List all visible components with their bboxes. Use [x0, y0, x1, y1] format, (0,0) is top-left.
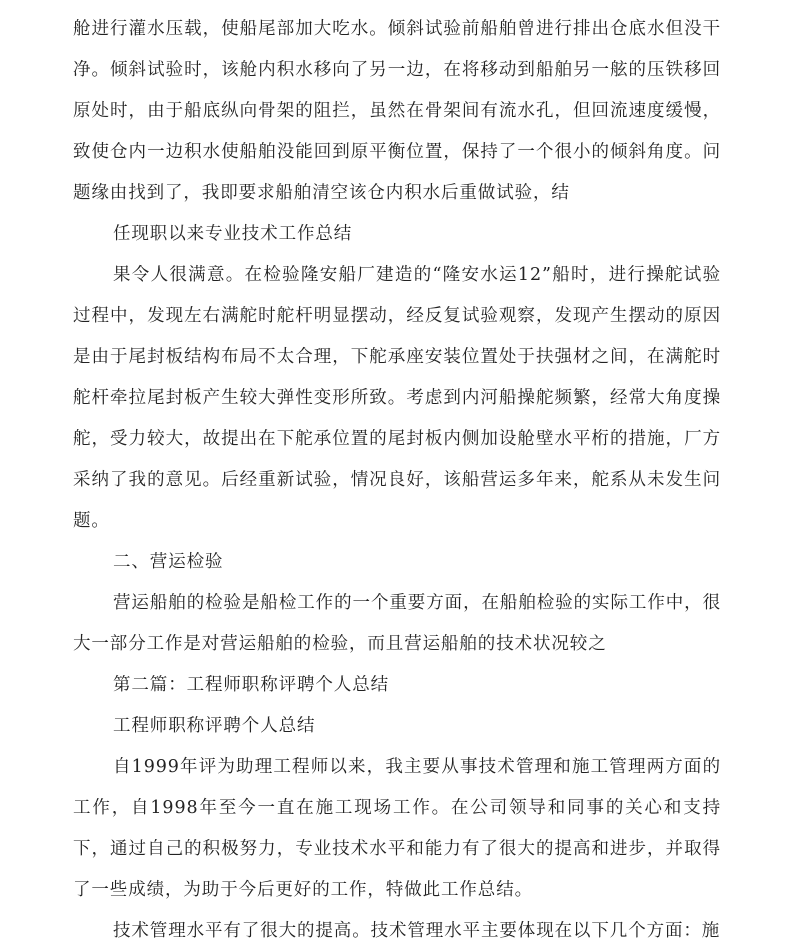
paragraph-operation-inspection: 营运船舶的检验是船检工作的一个重要方面，在船舶检验的实际工作中，很大一部分工作是对营运船舶的检验，而且营运船舶的技术状况较之 [73, 593, 721, 654]
paragraph-ballast-test: 舱进行灌水压载，使船尾部加大吃水。倾斜试验前船舶曾进行排出仓底水但没干净。倾斜试验时，该舱内积水移向了另一边，在将移动到船舶另一舷的压铁移回原处时，由于船底纵向骨架的阻拦，虽然在骨架间有流水孔，但回流速度缓慢，致使仓内一边积水使船舶没能回到原平衡位置，保持了一个很小的倾斜角度。问题缘由找到了，我即要求船舶清空该仓内积水后重做试验，结 [73, 19, 721, 203]
document-title: 工程师职称评聘个人总结 [113, 716, 316, 736]
paragraph-heading-work-summary: 任现职以来专业技术工作总结 [113, 224, 353, 244]
paragraph-intro: 自1999年评为助理工程师以来，我主要从事技术管理和施工管理两方面的工作，自1998年至今一直在施工现场工作。在公司领导和同事的关心和支持下，通过自己的积极努力，专业技术水平和能力有了很大的提高和进步，并取得了一些成绩，为助于今后更好的工作，特做此工作总结。 [73, 757, 721, 900]
paragraph-tech-management: 技术管理水平有了很大的提高。技术管理水平主要体现在以下几个方面：施 [113, 921, 721, 941]
section-heading-operation-inspection: 二、营运检验 [113, 552, 224, 572]
paragraph-rudder-test: 果令人很满意。在检验隆安船厂建造的“隆安水运12”船时，进行操舵试验过程中，发现左右满舵时舵杆明显摆动，经反复试验观察，发现产生摆动的原因是由于尾封板结构布局不太合理，下舵承座安装位置处于扶强材之间，在满舵时舵杆牵拉尾封板产生较大弹性变形所致。考虑到内河船操舵频繁，经常大角度操舵，受力较大，故提出在下舵承位置的尾封板内侧加设舱壁水平桁的措施，厂方采纳了我的意见。后经重新试验，情况良好，该船营运多年来，舵系从未发生问题。 [73, 265, 721, 531]
document-page [73, 9, 721, 952]
chapter-heading-second: 第二篇：工程师职称评聘个人总结 [113, 675, 389, 695]
